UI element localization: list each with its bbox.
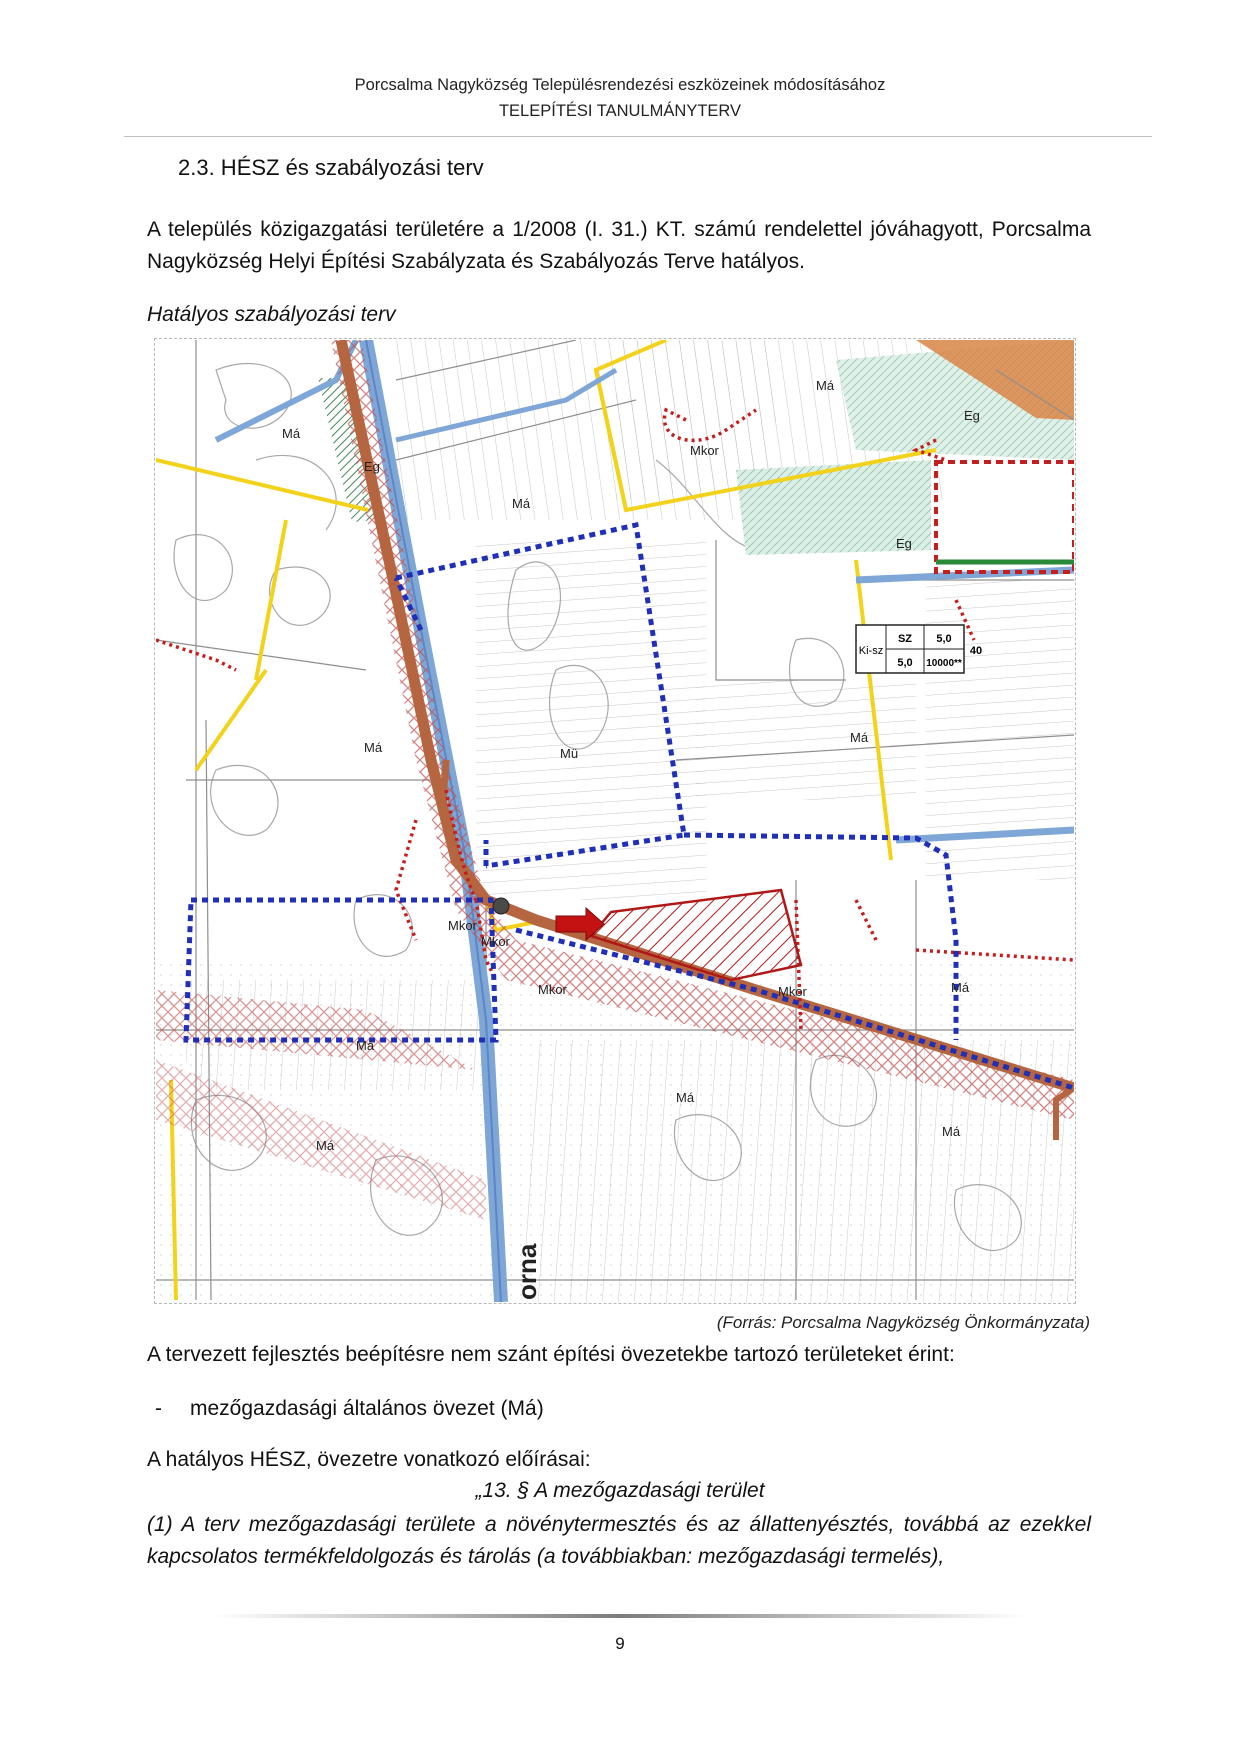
page-number: 9 <box>615 1634 625 1653</box>
table-r1c2: 5,0 <box>936 633 952 645</box>
header-divider <box>124 136 1152 137</box>
table-r2c2: 10000** <box>926 658 962 669</box>
table-label: Ki-sz <box>858 645 884 657</box>
bullet-dash: - <box>155 1397 162 1420</box>
zone-label-ma: Má <box>951 980 970 995</box>
zone-label-ma: Má <box>316 1138 335 1153</box>
table-r1c3: 40 <box>969 645 983 657</box>
map-source: (Forrás: Porcsalma Nagyközség Önkormányzata) <box>716 1313 1090 1332</box>
development-line: A tervezett fejlesztés beépítésre nem szánt építési övezetekbe tartozó területeket érint: <box>147 1343 955 1366</box>
zone-label-mkor: Mkor <box>690 443 719 458</box>
zone-label-mkor: Mkor <box>481 934 510 949</box>
regulation-table <box>856 625 982 673</box>
table-r1c1: SZ <box>897 633 913 645</box>
zone-label-mu: Mü <box>560 746 579 761</box>
zone-label-mkor: Mkor <box>448 918 477 933</box>
header-title: Porcsalma Nagyközség Településrendezési eszközeinek módosításához <box>354 76 886 94</box>
regulation-map <box>156 340 1074 1302</box>
zone-label-eg: Eg <box>964 408 980 423</box>
zone-label-ma: Má <box>282 426 301 441</box>
regulation-title: „13. § A mezőgazdasági terület <box>475 1479 765 1502</box>
zone-label-mkor: Mkor <box>778 984 807 999</box>
map-caption: Hatályos szabályozási terv <box>147 303 396 326</box>
zone-label-ma: Má <box>942 1124 961 1139</box>
road-name-label: orna <box>512 1243 542 1300</box>
zone-label-ma: Má <box>850 730 869 745</box>
intro-paragraph: A település közigazgatási területére a 1/2008 (I. 31.) KT. számú rendelettel jóváhagyott, Porcsalma Nagyközség Helyi Építési Szabályzata és Szabályozás Terve hatályos. <box>147 218 1091 273</box>
zone-label-mkor: Mkor <box>538 982 567 997</box>
zone-label-ma: Má <box>676 1090 695 1105</box>
footer-divider <box>214 1614 1026 1618</box>
zone-label-ma: Má <box>356 1038 375 1053</box>
hesz-line: A hatályos HÉSZ, övezetre vonatkozó előírásai: <box>147 1448 591 1471</box>
table-r2c1: 5,0 <box>897 657 913 669</box>
zone-label-eg: Eg <box>364 459 380 474</box>
zone-label-ma: Má <box>816 378 835 393</box>
zone-label-ma: Má <box>512 496 531 511</box>
bullet-item: mezőgazdasági általános övezet (Má) <box>190 1397 544 1420</box>
header-subtitle: TELEPÍTÉSI TANULMÁNYTERV <box>498 102 742 120</box>
section-title: 2.3. HÉSZ és szabályozási terv <box>178 155 484 180</box>
zone-label-ma: Má <box>364 740 383 755</box>
regulation-paragraph: (1) A terv mezőgazdasági területe a növénytermesztés és az állattenyésztés, továbbá az ezekkel kapcsolatos termékfeldolgozás és tárolás (a továbbiakban: mezőgazdasági termelés), <box>147 1513 1091 1568</box>
zone-label-eg: Eg <box>896 536 912 551</box>
